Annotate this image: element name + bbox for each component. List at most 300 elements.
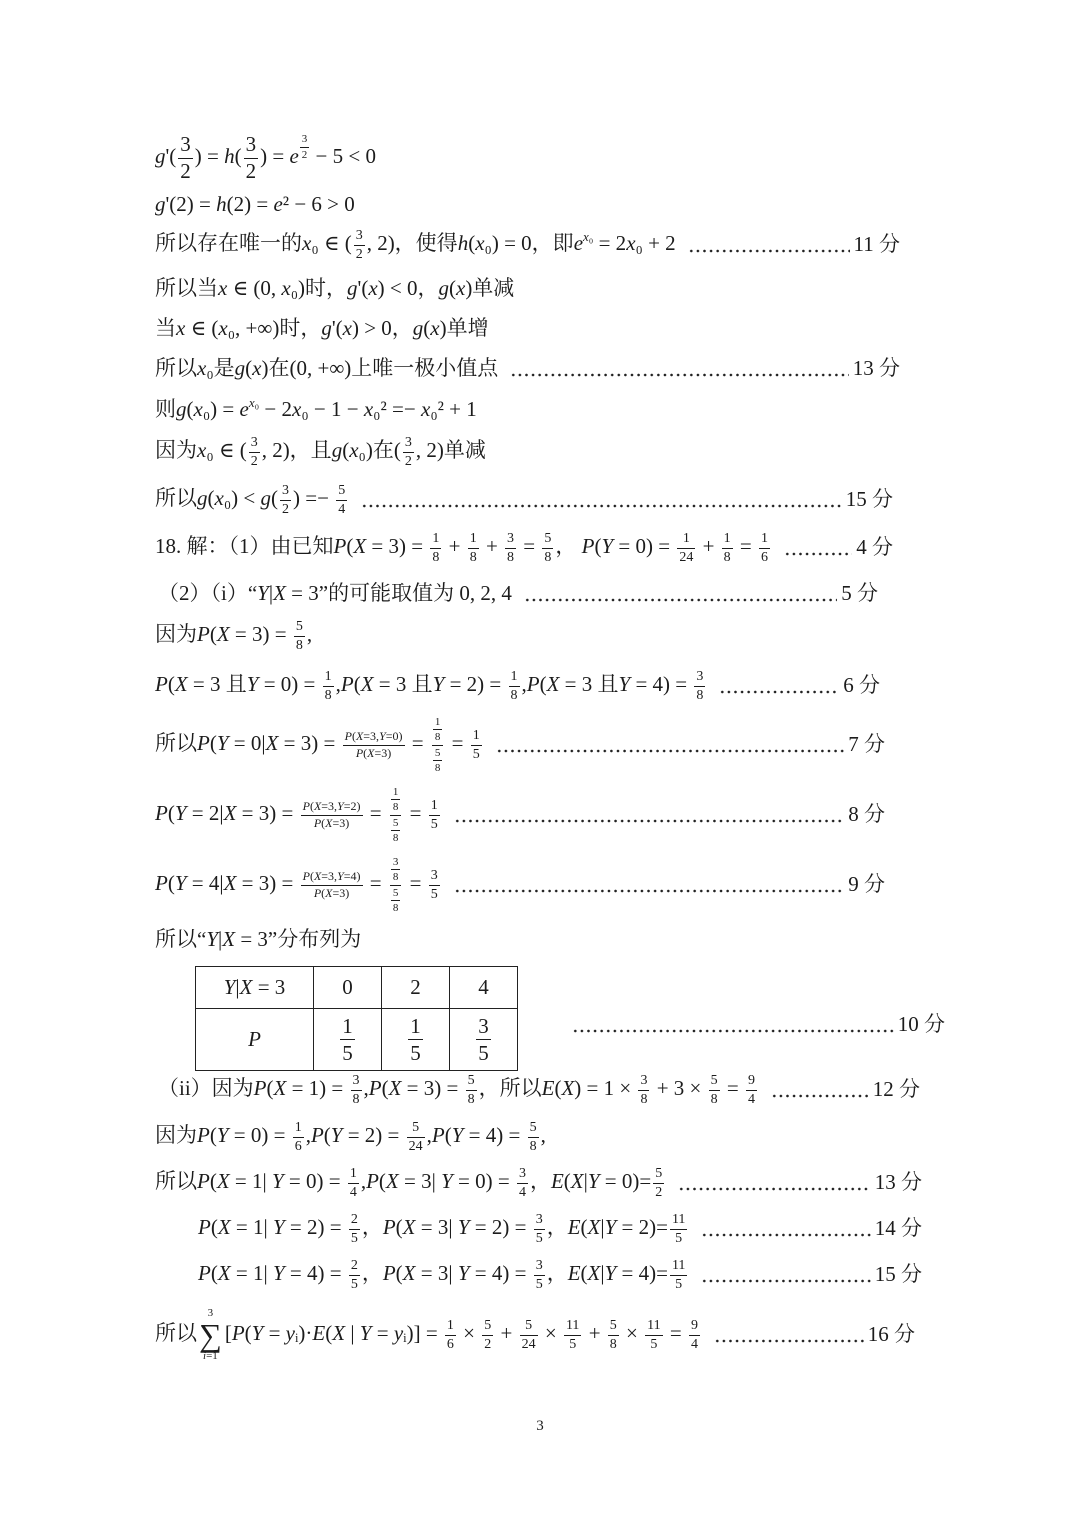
fraction-numerator: 1 bbox=[391, 786, 401, 800]
math-text: g'(2) = h(2) = e² − 6 > 0 bbox=[155, 192, 355, 217]
section-label: （ii） bbox=[158, 1075, 212, 1100]
fraction-numerator: 9 bbox=[746, 1073, 757, 1091]
math-text: P(X = 1| Y = 4) = bbox=[198, 1260, 347, 1285]
fraction-numerator: 11 bbox=[670, 1258, 687, 1276]
fraction-numerator: 3 bbox=[534, 1258, 545, 1276]
fraction bbox=[391, 786, 401, 814]
fraction-numerator: 5 bbox=[407, 1120, 425, 1138]
math-text: , 2)，使得h(x₀) = 0，即e bbox=[366, 230, 584, 255]
fraction bbox=[517, 1166, 528, 1200]
fraction bbox=[429, 798, 440, 832]
score-label: 10 分 bbox=[897, 1012, 945, 1037]
math-text: 所以g(x₀) < g( bbox=[155, 485, 278, 510]
score-label: 15 分 bbox=[874, 1262, 922, 1287]
fraction bbox=[534, 1258, 545, 1292]
table-header-cell: Y|X = 3 bbox=[196, 967, 314, 1009]
math-text: × bbox=[457, 1320, 481, 1345]
exponent: x₀ bbox=[248, 394, 260, 410]
math-text: 所以“Y|X = 3”分布列为 bbox=[155, 927, 362, 952]
fraction-numerator: 2 bbox=[349, 1212, 360, 1230]
fraction bbox=[722, 531, 733, 565]
score-label: 6 分 bbox=[843, 673, 880, 698]
fraction bbox=[694, 669, 705, 703]
fraction-numerator: 11 bbox=[645, 1318, 662, 1336]
fraction bbox=[653, 1166, 664, 1200]
fraction-numerator: 3 bbox=[476, 1014, 491, 1040]
fraction-numerator: P(X=3,Y=4) bbox=[301, 870, 363, 885]
math-text: = bbox=[364, 800, 387, 825]
math-text: P(X = 1| Y = 2) = bbox=[198, 1214, 347, 1239]
fraction bbox=[280, 483, 291, 517]
fraction bbox=[466, 1073, 477, 1107]
fraction-numerator: 1 bbox=[433, 716, 443, 730]
summation bbox=[199, 1308, 222, 1362]
math-text: + 3 × bbox=[651, 1075, 707, 1100]
fraction-denominator: 8 bbox=[710, 1091, 718, 1107]
fraction bbox=[429, 868, 440, 902]
compound-fraction bbox=[390, 855, 402, 915]
fraction-numerator: 3 bbox=[351, 1073, 362, 1091]
fraction-numerator: 3 bbox=[178, 133, 193, 159]
dot-leader bbox=[572, 1013, 894, 1037]
fraction-numerator: 1 bbox=[468, 531, 479, 549]
fraction-numerator: 5 bbox=[294, 619, 305, 637]
line-content bbox=[155, 855, 442, 915]
fraction-denominator: 4 bbox=[690, 1336, 698, 1352]
dot-leader bbox=[454, 873, 845, 897]
fraction-numerator: 5 bbox=[482, 1318, 493, 1336]
fraction-numerator: 3 bbox=[429, 868, 440, 886]
math-text: , bbox=[306, 621, 313, 646]
fraction bbox=[348, 1166, 359, 1200]
fraction bbox=[301, 800, 363, 830]
fraction-numerator: 5 bbox=[653, 1166, 664, 1184]
fraction-numerator: 1 bbox=[408, 1014, 423, 1040]
fraction bbox=[476, 1014, 491, 1065]
page-number: 3 bbox=[536, 1418, 544, 1434]
summation-upper-limit: 3 bbox=[207, 1307, 214, 1319]
fraction bbox=[340, 1014, 355, 1065]
fraction-denominator: 8 bbox=[295, 637, 303, 653]
math-text: 所以当x ∈ (0, x₀)时，g'(x) < 0，g(x)单减 bbox=[155, 276, 515, 301]
fraction-denominator: 8 bbox=[544, 549, 552, 565]
fraction-denominator: 2 bbox=[404, 453, 412, 469]
math-text: ,P(X = 3| Y = 0) = bbox=[360, 1168, 515, 1193]
solution-line bbox=[155, 910, 361, 970]
fraction-numerator: 5 bbox=[528, 1120, 539, 1138]
distribution-table bbox=[195, 966, 518, 1071]
math-text: = 2x₀ + 2 bbox=[593, 230, 676, 255]
line-content bbox=[155, 1120, 546, 1154]
math-text: = bbox=[406, 730, 429, 755]
fraction-numerator: 3 bbox=[391, 856, 401, 870]
fraction bbox=[445, 1318, 456, 1352]
fraction-numerator: 5 bbox=[709, 1073, 720, 1091]
fraction-denominator: 5 bbox=[650, 1336, 658, 1352]
math-text: ,P(Y = 2) = bbox=[305, 1122, 405, 1147]
fraction bbox=[336, 483, 347, 517]
fraction-numerator: 3 bbox=[403, 435, 414, 453]
fraction bbox=[351, 1073, 362, 1107]
math-text: 所以P(Y = 0|X = 3) = bbox=[155, 730, 341, 755]
table-header-cell: 2 bbox=[382, 967, 450, 1009]
dot-leader bbox=[784, 536, 852, 560]
fraction-denominator: 5 bbox=[430, 816, 438, 832]
fraction-numerator: 3 bbox=[505, 531, 516, 549]
fraction bbox=[638, 1073, 649, 1107]
math-text: ,P(X = 3 且Y = 2) = bbox=[335, 671, 507, 696]
fraction-numerator: 2 bbox=[349, 1258, 360, 1276]
score-label: 8 分 bbox=[848, 802, 885, 827]
table-score-line bbox=[572, 995, 945, 1055]
fraction-numerator: 5 bbox=[336, 483, 347, 501]
math-text: = bbox=[721, 1075, 744, 1100]
fraction-denominator: 5 bbox=[430, 886, 438, 902]
math-text: ,P(X = 3 且Y = 4) = bbox=[521, 671, 693, 696]
fraction-numerator: 1 bbox=[430, 531, 441, 549]
math-text: = bbox=[518, 533, 541, 558]
fraction-denominator: 2 bbox=[355, 246, 363, 262]
fraction bbox=[249, 435, 260, 469]
dot-leader bbox=[678, 1171, 871, 1195]
math-text: = bbox=[404, 870, 427, 895]
fraction-denominator: 8 bbox=[432, 549, 440, 565]
dot-leader bbox=[719, 674, 839, 698]
fraction-denominator: P(X=3) bbox=[313, 815, 350, 830]
table-header-cell: 0 bbox=[314, 967, 382, 1009]
fraction bbox=[391, 887, 401, 915]
fraction-numerator bbox=[432, 715, 444, 746]
fraction-denominator: 5 bbox=[350, 1276, 358, 1292]
fraction bbox=[670, 1212, 687, 1246]
math-text: 当x ∈ (x₀, +∞)时，g'(x) > 0，g(x)单增 bbox=[155, 316, 489, 341]
math-text: 因为P(X = 3) = bbox=[155, 621, 292, 646]
fraction-numerator: 1 bbox=[429, 798, 440, 816]
dot-leader bbox=[510, 357, 848, 381]
compound-fraction bbox=[390, 785, 402, 845]
math-text: = bbox=[404, 800, 427, 825]
math-text: ,P(Y = 4) = bbox=[426, 1122, 526, 1147]
math-text: ,P(X = 3) = bbox=[363, 1075, 464, 1100]
fraction bbox=[709, 1073, 720, 1107]
fraction bbox=[534, 1212, 545, 1246]
math-text: , 2)单减 bbox=[415, 437, 486, 462]
math-text: + bbox=[495, 1320, 518, 1345]
line-content bbox=[155, 669, 707, 703]
fraction-numerator: 1 bbox=[471, 728, 482, 746]
fraction-numerator: 1 bbox=[323, 669, 334, 687]
line-content bbox=[198, 1258, 689, 1292]
fraction bbox=[294, 619, 305, 653]
math-text: 则g(x₀) = e bbox=[155, 396, 249, 421]
math-text: ，E(X|Y = 4)= bbox=[546, 1260, 668, 1285]
fraction-numerator: P(X=3,Y=2) bbox=[301, 800, 363, 815]
fraction-numerator: 1 bbox=[445, 1318, 456, 1336]
fraction bbox=[343, 730, 405, 760]
math-text: ) =− bbox=[293, 485, 335, 510]
fraction-numerator: 1 bbox=[722, 531, 733, 549]
exponent: x₀ bbox=[583, 228, 594, 244]
fraction-numerator: 5 bbox=[608, 1318, 619, 1336]
math-text: ，P(X = 3| Y = 4) = bbox=[361, 1260, 532, 1285]
dot-leader bbox=[688, 233, 850, 257]
math-text: + bbox=[697, 533, 720, 558]
math-text: ) = h( bbox=[194, 143, 242, 168]
fraction-denominator: 8 bbox=[723, 549, 731, 565]
math-text: − 5 < 0 bbox=[310, 143, 376, 168]
solution-line bbox=[198, 1245, 922, 1305]
fraction-numerator bbox=[390, 855, 402, 886]
score-label: 9 分 bbox=[848, 872, 885, 897]
fraction-denominator: 2 bbox=[245, 158, 257, 183]
fraction-denominator: 8 bbox=[434, 731, 441, 744]
fraction-denominator: 4 bbox=[338, 501, 346, 517]
summation-lower-limit: i=1 bbox=[203, 1350, 218, 1362]
line-content bbox=[155, 926, 361, 953]
fraction-denominator: 8 bbox=[609, 1336, 617, 1352]
solution-line bbox=[155, 656, 880, 716]
fraction-numerator: 1 bbox=[348, 1166, 359, 1184]
fraction bbox=[349, 1258, 360, 1292]
fraction-denominator: 8 bbox=[510, 687, 518, 703]
dot-leader bbox=[701, 1263, 870, 1287]
fraction-denominator: 5 bbox=[350, 1230, 358, 1246]
fraction-numerator: 3 bbox=[300, 133, 310, 147]
line-content bbox=[155, 531, 772, 565]
fraction bbox=[403, 435, 414, 469]
fraction bbox=[471, 728, 482, 762]
math-text: + bbox=[583, 1320, 606, 1345]
fraction-denominator: 5 bbox=[478, 1041, 489, 1065]
fraction bbox=[528, 1120, 539, 1154]
fraction bbox=[391, 817, 401, 845]
fraction-numerator: 1 bbox=[340, 1014, 355, 1040]
fraction-denominator: 5 bbox=[535, 1230, 543, 1246]
fraction-numerator: 1 bbox=[677, 531, 695, 549]
fraction-numerator: 3 bbox=[638, 1073, 649, 1091]
dot-leader bbox=[701, 1217, 870, 1241]
score-label: 16 分 bbox=[867, 1322, 915, 1347]
solution-line bbox=[155, 855, 885, 915]
fraction-numerator: 1 bbox=[509, 669, 520, 687]
fraction-denominator: 2 bbox=[282, 501, 289, 517]
fraction bbox=[323, 669, 334, 703]
solution-line bbox=[155, 785, 885, 845]
fraction-denominator: 8 bbox=[467, 1091, 475, 1107]
math-text: ，P(X = 3| Y = 2) = bbox=[361, 1214, 532, 1239]
table-row-label: P bbox=[196, 1009, 314, 1071]
fraction-denominator: 24 bbox=[408, 1138, 423, 1154]
fraction-numerator: 3 bbox=[694, 669, 705, 687]
fraction bbox=[468, 531, 479, 565]
fraction-numerator bbox=[390, 785, 402, 816]
fraction bbox=[520, 1318, 538, 1352]
line-content bbox=[155, 785, 442, 845]
dot-leader bbox=[454, 803, 845, 827]
fraction-numerator: P(X=3,Y=0) bbox=[343, 730, 405, 745]
fraction-denominator: 8 bbox=[392, 901, 399, 914]
fraction bbox=[408, 1014, 423, 1065]
fraction-denominator: 4 bbox=[518, 1184, 526, 1200]
fraction-numerator: 3 bbox=[280, 483, 291, 501]
math-text: , bbox=[540, 1122, 546, 1147]
fraction bbox=[759, 531, 770, 565]
fraction-denominator: 8 bbox=[392, 871, 399, 884]
fraction bbox=[608, 1318, 619, 1352]
fraction-denominator: 5 bbox=[410, 1041, 421, 1065]
math-text: + bbox=[443, 533, 466, 558]
line-content bbox=[158, 1073, 759, 1107]
math-text: [P(Y = yᵢ)·E(X | Y = yᵢ)] = bbox=[224, 1320, 443, 1345]
line-content bbox=[155, 619, 312, 653]
fraction bbox=[542, 531, 553, 565]
fraction-denominator: 2 bbox=[180, 158, 191, 183]
fraction-denominator: 24 bbox=[521, 1336, 536, 1352]
fraction-denominator: 8 bbox=[529, 1138, 537, 1154]
fraction-denominator: 6 bbox=[446, 1336, 454, 1352]
fraction-denominator: 2 bbox=[655, 1184, 663, 1200]
fraction-denominator: 8 bbox=[640, 1091, 648, 1107]
math-text: ， P(Y = 0) = bbox=[555, 533, 676, 558]
dot-leader bbox=[771, 1078, 869, 1102]
math-text: × bbox=[539, 1320, 562, 1345]
dot-leader bbox=[496, 733, 845, 757]
compound-fraction bbox=[432, 715, 444, 775]
fraction-denominator: 8 bbox=[469, 549, 477, 565]
fraction-denominator bbox=[432, 746, 444, 776]
fraction-denominator: 2 bbox=[301, 148, 308, 161]
math-text: 所以存在唯一的x₀ ∈ ( bbox=[155, 230, 352, 255]
fraction-denominator: 8 bbox=[392, 831, 399, 844]
fraction-denominator: 2 bbox=[250, 453, 258, 469]
math-text: “Y|X = 3”的可能取值为 0, 2, 4 bbox=[247, 581, 512, 606]
fraction-denominator: 4 bbox=[747, 1091, 755, 1107]
line-content bbox=[155, 715, 484, 775]
table-header-row bbox=[196, 967, 518, 1009]
math-text: − 2x₀ − 1 − x₀² =− x₀² + 1 bbox=[259, 396, 477, 421]
fraction bbox=[433, 716, 443, 744]
line-content bbox=[155, 435, 486, 469]
line-content bbox=[158, 580, 512, 607]
fraction-denominator: P(X=3) bbox=[355, 745, 392, 760]
fraction bbox=[689, 1318, 700, 1352]
line-content bbox=[155, 1308, 702, 1362]
fraction-numerator: 11 bbox=[670, 1212, 687, 1230]
math-text: + bbox=[480, 533, 504, 558]
fraction-numerator: 3 bbox=[534, 1212, 545, 1230]
fraction-denominator: 8 bbox=[392, 801, 399, 814]
fraction-numerator: 3 bbox=[354, 228, 365, 246]
fraction-numerator: 5 bbox=[433, 747, 443, 761]
solution-line bbox=[155, 715, 885, 775]
score-label: 13 分 bbox=[852, 356, 900, 381]
score-label: 15 分 bbox=[845, 487, 893, 512]
fraction-denominator: 8 bbox=[507, 549, 515, 565]
fraction-denominator bbox=[390, 886, 402, 916]
table-header-cell: 4 bbox=[450, 967, 518, 1009]
math-text: 因为P(X = 1) = bbox=[211, 1075, 349, 1100]
fraction bbox=[293, 1120, 304, 1154]
math-text: 18. 解：（1）由已知P(X = 3) = bbox=[155, 533, 429, 558]
score-label: 14 分 bbox=[874, 1216, 922, 1241]
fraction bbox=[505, 531, 516, 565]
fraction-numerator: 3 bbox=[249, 435, 260, 453]
fraction bbox=[677, 531, 695, 565]
fraction-denominator: 8 bbox=[324, 687, 332, 703]
fraction bbox=[430, 531, 441, 565]
line-content bbox=[155, 1166, 666, 1200]
fraction-denominator bbox=[390, 816, 402, 846]
fraction bbox=[301, 870, 363, 900]
math-text: P(Y = 4|X = 3) = bbox=[155, 870, 299, 895]
fraction bbox=[349, 1212, 360, 1246]
math-text: = bbox=[364, 870, 387, 895]
math-text: P(Y = 2|X = 3) = bbox=[155, 800, 299, 825]
math-text: 所以P(X = 1| Y = 0) = bbox=[155, 1168, 346, 1193]
math-text: = bbox=[446, 730, 469, 755]
fraction-denominator: 6 bbox=[294, 1138, 302, 1154]
math-text: 因为x₀ ∈ ( bbox=[155, 437, 247, 462]
fraction bbox=[670, 1258, 687, 1292]
line-content bbox=[155, 395, 477, 423]
fraction-denominator: 5 bbox=[569, 1336, 577, 1352]
fraction-denominator: 8 bbox=[434, 761, 441, 774]
score-label: 7 分 bbox=[848, 732, 885, 757]
fraction bbox=[482, 1318, 493, 1352]
fraction-denominator: 5 bbox=[675, 1230, 683, 1246]
score-label: 5 分 bbox=[841, 581, 878, 606]
math-text: ，E(X|Y = 0)= bbox=[529, 1168, 652, 1193]
math-text: ，E(X|Y = 2)= bbox=[546, 1214, 668, 1239]
math-text: 因为P(Y = 0) = bbox=[155, 1122, 291, 1147]
fraction-denominator: 5 bbox=[472, 746, 480, 762]
line-content bbox=[155, 483, 349, 517]
fraction-numerator: 5 bbox=[520, 1318, 538, 1336]
fraction-numerator: 5 bbox=[466, 1073, 477, 1091]
fraction-denominator: 2 bbox=[484, 1336, 492, 1352]
fraction-denominator: 5 bbox=[342, 1041, 353, 1065]
score-label: 13 分 bbox=[874, 1170, 922, 1195]
fraction-numerator: 5 bbox=[391, 887, 401, 901]
score-label: 12 分 bbox=[872, 1077, 920, 1102]
fraction-numerator: 1 bbox=[759, 531, 770, 549]
fraction-denominator: 8 bbox=[696, 687, 704, 703]
line-content bbox=[198, 1212, 689, 1246]
summation-sign: ∑ bbox=[199, 1317, 222, 1353]
fraction bbox=[433, 747, 443, 775]
score-label: 11 分 bbox=[853, 232, 900, 257]
fraction-numerator: 9 bbox=[689, 1318, 700, 1336]
score-label: 4 分 bbox=[856, 535, 893, 560]
fraction-denominator: P(X=3) bbox=[313, 885, 350, 900]
line-content bbox=[155, 228, 676, 262]
fraction bbox=[645, 1318, 662, 1352]
math-text: , 2)，且g(x₀)在( bbox=[261, 437, 401, 462]
dot-leader bbox=[361, 488, 842, 512]
math-text: = bbox=[734, 533, 758, 558]
fraction bbox=[509, 669, 520, 703]
fraction-numerator: 5 bbox=[542, 531, 553, 549]
math-text: g'( bbox=[155, 143, 177, 168]
fraction-denominator: 5 bbox=[535, 1276, 543, 1292]
fraction-denominator: 24 bbox=[679, 549, 694, 565]
math-text: × bbox=[620, 1320, 644, 1345]
math-text: 所以x₀是g(x)在(0, +∞)上唯一极小值点 bbox=[155, 356, 499, 381]
math-text: 所以 bbox=[155, 1320, 197, 1345]
fraction-denominator: 8 bbox=[352, 1091, 360, 1107]
fraction-numerator: 1 bbox=[293, 1120, 304, 1138]
dot-leader bbox=[714, 1323, 864, 1347]
